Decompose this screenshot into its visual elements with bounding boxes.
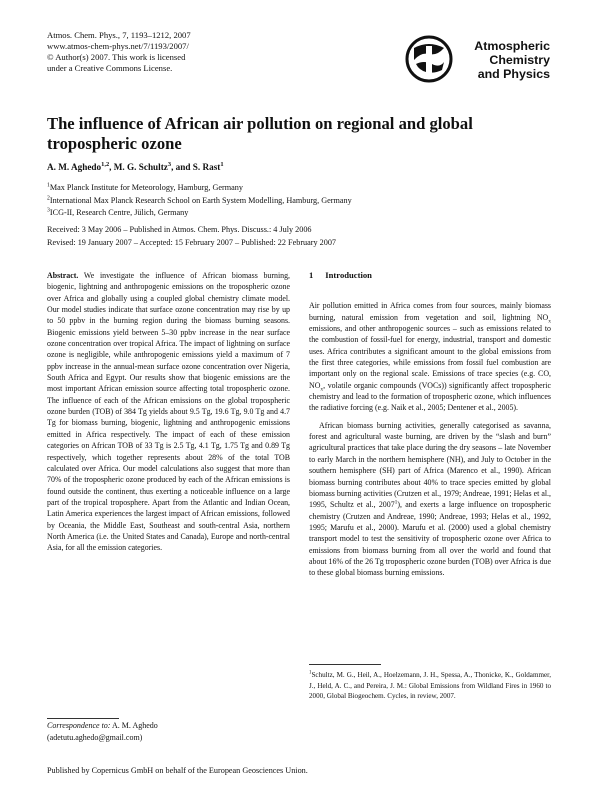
paragraph-text: ), and exerts a large influence on tropospheric chemistry (Crutzen and Andreae, 1990; Andreae, 1993; Helas et al., 1992, 1995; Marufu et al., 2000). Marufu et al. (2000) used a global chemistry transport model to test the sensitivity of tropospheric ozone over Africa to emissions from biomass burning from all over the world and found that about 16% of the 26 Tg tropospheric ozone burden (TOB) over Africa is due to these global biomass burning emissions. [309, 500, 551, 578]
abstract-column [47, 270, 290, 554]
affiliation-text: ICG-II, Research Centre, Jülich, Germany [49, 208, 189, 217]
author-name: , and S. Rast [171, 162, 221, 172]
subscript: x [548, 318, 551, 325]
section-title: Introduction [325, 270, 372, 280]
journal-name-line: Chemistry [489, 53, 550, 67]
received-date: Received: 3 May 2006 – Published in Atmos. Chem. Phys. Discuss.: 4 July 2006 [47, 225, 312, 234]
abstract-label: Abstract. [47, 271, 79, 280]
footnote [309, 670, 551, 702]
abstract-text: We investigate the influence of African biomass burning, biogenic, lightning and anthropogenic emissions on the tropospheric ozone over Africa and globally using a coupled global chemistry climate model. Our model studies indicate that surface ozone concentration may rise by up to 50 ppbv in the burning region during the biomass burning seasons. Biogenic emissions yield between 5–30 ppbv increase in the near surface ozone concentration over tropical Africa. The impact of lightning on surface ozone is negligible, while anthropogenic emissions yield a maximum of 7 ppbv increase in the annual-mean surface ozone concentration over Nigeria, South Africa and Egypt. Our results show that biogenic emissions are the most important African emission source affecting total tropospheric ozone. The influence of each of the African emissions on the global tropospheric ozone burden (TOB) of 384 Tg yields about 9.5 Tg, 19.6 Tg, 9.0 Tg and 4.7 Tg for biomass burning, biogenic, lightning and anthropogenic emissions emitted in Africa respectively. The impact of each of these emission categories on African TOB of 33 Tg is 2.5 Tg, 4.1 Tg, 1.75 Tg and 0.89 Tg respectively, which together represents about 28% of the total TOB calculated over Africa. Our model calculations also suggest that more than 70% of the tropospheric ozone produced by each of the African emissions is found outside the continent, thus exerting a noticeable influence on a large part of the tropical troposphere. Apart from the Atlantic and Indian Ocean, Latin America experiences the largest impact of African emissions, followed by Oceania, the Middle East, Southeast and south-central Asia, northern North America (i.e. the United States and Canada), Europe and north-central Asia, for all the emission categories. [47, 271, 290, 553]
section-heading [309, 270, 551, 281]
journal-url[interactable]: www.atmos-chem-phys.net/7/1193/2007/ [47, 41, 189, 51]
subscript: x [320, 386, 324, 393]
license-line: under a Creative Commons License. [47, 63, 173, 73]
correspondence-line [47, 720, 158, 732]
paragraph-text: Air pollution emitted in Africa comes from four sources, mainly biomass burning, natural emission from vegetation and soil, lightning NO [309, 301, 551, 322]
journal-name-line: and Physics [477, 67, 550, 81]
author-affiliation-mark: 3 [167, 160, 172, 168]
affiliation-text: Max Planck Institute for Meteorology, Hamburg, Germany [49, 183, 243, 192]
author-name: , M. G. Schultz [109, 162, 168, 172]
journal-emblem-icon [404, 34, 454, 84]
revised-date: Revised: 19 January 2007 – Accepted: 15 February 2007 – Published: 22 February 2007 [47, 237, 337, 247]
correspondence-label: Correspondence to: [47, 721, 111, 730]
footnote-divider [309, 664, 381, 665]
author-affiliation-mark: 1 [220, 160, 224, 168]
correspondence-email[interactable]: (adetutu.aghedo@gmail.com) [47, 733, 143, 742]
affiliation-text: International Max Planck Research School on Earth System Modelling, Hamburg, Germany [49, 195, 352, 205]
citation-line: Atmos. Chem. Phys., 7, 1193–1212, 2007 [47, 30, 191, 40]
section-number: 1 [309, 270, 314, 280]
footnote-text: Schultz, M. G., Heil, A., Hoelzemann, J. H., Spessa, A., Thonicke, K., Goldammer, J., Held, A. C., and Pereira, J. M.: Global Emissions from Wildland Fires in 1960 to 2000, Global Biogeochem. Cycles, in review, 2007. [309, 671, 551, 701]
author-name: A. M. Aghedo [47, 162, 102, 172]
intro-paragraph-1 [309, 300, 551, 413]
footnote-number: 1 [309, 670, 312, 676]
affiliation-list [47, 182, 352, 220]
paragraph-text: , volatile organic compounds (VOCs)) significantly affect tropospheric chemistry and lead to the formation of tropospheric ozone, which influences the radiative forcing (e.g. Naik et al., 2005; Dentener et al., 2005). [309, 380, 551, 413]
paper-title [47, 114, 507, 154]
journal-logo [404, 34, 554, 84]
intro-paragraph-2 [309, 420, 551, 579]
publisher-footer: Published by Copernicus GmbH on behalf of the European Geosciences Union. [47, 766, 308, 775]
introduction-column [309, 270, 551, 579]
publication-dates [47, 224, 336, 249]
author-list [47, 162, 224, 172]
author-affiliation-mark: 1,2 [101, 160, 110, 168]
correspondence-name: A. M. Aghedo [112, 721, 158, 730]
copyright-line: © Author(s) 2007. This work is licensed [47, 52, 186, 62]
affiliation [47, 207, 352, 220]
footnote-marker[interactable]: 1 [394, 499, 398, 506]
title-line: The influence of African air pollution on regional and global [47, 114, 473, 133]
affiliation [47, 195, 352, 208]
journal-name [454, 39, 550, 81]
correspondence [47, 720, 158, 744]
paragraph-text: emissions, and other anthropogenic sources – such as emissions related to the combustion of fossil-fuel for energy, industrial, transport and domestic uses. Africa contributes a significant amount to the global emissions from the first three categories, while emissions from fossil fuel combustion are important only on the regional scale. Emissions of trace species (e.g. CO, NO [309, 324, 551, 390]
correspondence-divider [47, 718, 119, 719]
affiliation [47, 182, 352, 195]
paragraph-text: African biomass burning activities, generally categorised as savanna, forest and agricultural waste burning, are driven by the “slash and burn” agricultural practices that take place during the dry seasons – late November to early March in the northern hemisphere (NH), and July to October in the southern hemisphere (SH) part of Africa (Marenco et al., 1990). African biomass burning contributes about 40% to trace species emitted by global biomass burning activities (Crutzen et al., 1979; Andreae, 1991; Helas et al., 1995, Schultz et al., 2007 [309, 420, 551, 510]
affiliation-number: 2 [47, 194, 50, 201]
journal-citation-header [47, 30, 191, 74]
journal-name-line: Atmospheric [474, 39, 550, 53]
abstract [47, 270, 290, 554]
affiliation-number: 3 [47, 207, 50, 214]
title-line: tropospheric ozone [47, 134, 182, 153]
affiliation-number: 1 [47, 182, 50, 189]
